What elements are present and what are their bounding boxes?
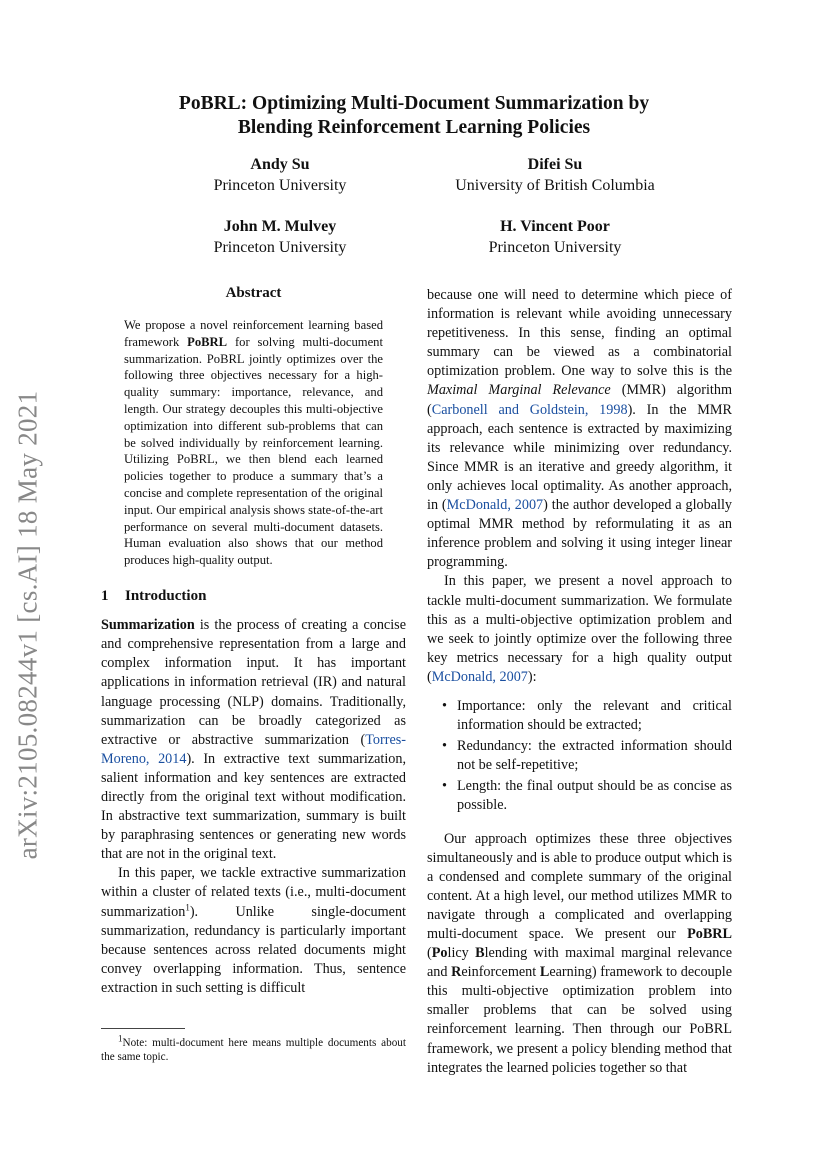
citation-link[interactable]: Torres-Moreno, 2014 <box>101 731 406 767</box>
author-affiliation: Princeton University <box>213 177 347 194</box>
acronym-letter: B <box>475 945 485 962</box>
footnote-mark: 1 <box>118 1033 123 1044</box>
section-number: 1 <box>101 588 109 605</box>
author-block-2 <box>430 154 680 196</box>
footnote-rule <box>101 1028 185 1029</box>
section-heading-introduction <box>101 587 406 606</box>
acronym-letter: Po <box>431 945 448 962</box>
term-mmr: Maximal Marginal Relevance <box>427 382 611 399</box>
paragraph-text: ). In the MMR approach, each sentence is extracted by maximizing its relevance while minimizing over redundancy. Since MMR is an iterative and greedy algorithm, it only achieves local optimality. As another approach, in ( <box>427 401 732 514</box>
acronym-letter: R <box>451 964 462 981</box>
paragraph-text: licy <box>447 945 476 962</box>
author-name: H. Vincent Poor <box>500 218 610 235</box>
right-column <box>427 286 732 1078</box>
arxiv-identifier <box>8 365 48 885</box>
paragraph-text: lending with maximal marginal relevance and <box>427 945 732 981</box>
footnote-text: Note: multi-document here means multiple documents about the same topic. <box>101 1037 406 1064</box>
abstract-text: We propose a novel reinforcement learning based framework <box>124 318 383 349</box>
title-line-1: PoBRL: Optimizing Multi-Document Summarization by <box>178 93 650 114</box>
right-paragraph-2 <box>427 572 732 687</box>
abstract-heading: Abstract <box>225 285 282 301</box>
author-block-3 <box>180 216 380 258</box>
author-affiliation: University of British Columbia <box>455 177 655 194</box>
paragraph-text: In this paper, we tackle extractive summarization within a cluster of related texts (i.e., multi-document summarization <box>101 865 406 920</box>
paragraph-text: In this paper, we present a novel approach to tackle multi-document summarization. We formulate this as a multi-objective optimization problem and we seek to jointly optimize over the following three key metrics necessary for a high quality output ( <box>427 573 732 685</box>
footnote <box>101 1033 406 1064</box>
author-name: Andy Su <box>250 156 310 173</box>
paragraph-text: earning) framework to decouple this multi-objective optimization problem into smaller problems that can be solved using reinforcement learning. Then through our PoBRL framework, we present a policy blending method that integrates the learned policies together so that <box>427 964 732 1076</box>
author-affiliation: Princeton University <box>213 239 347 256</box>
paragraph-text: ) the author developed a globally optimal MMR method by reformulating it as an inference problem and solving it using integer linear programming. <box>427 497 732 571</box>
paragraph-text: einforcement <box>461 964 540 981</box>
abstract-framework-name: PoBRL <box>187 334 228 349</box>
acronym-letter: L <box>539 964 550 981</box>
paragraph-text: Our approach optimizes these three objectives simultaneously and is able to produce output which is a condensed and complete summary of the original content. At a high level, our method utilizes MMR to navigate through a complicated and overlapping multi-document space. We present our <box>427 830 732 942</box>
objectives-list <box>427 697 732 816</box>
list-item: • Redundancy: the extracted information should not be self-repetitive; <box>427 737 732 775</box>
abstract-body <box>124 317 383 569</box>
framework-name: PoBRL <box>687 926 732 942</box>
author-name: John M. Mulvey <box>223 218 337 235</box>
intro-paragraph-2 <box>101 864 406 998</box>
term-summarization: Summarization <box>101 617 195 634</box>
paragraph-text: ): <box>527 668 537 685</box>
author-block-1 <box>180 154 380 196</box>
author-block-4 <box>430 216 680 258</box>
right-paragraph-3 <box>427 830 732 1078</box>
paragraph-text: ). In extractive text summarization, salient information and key sentences are extracted directly from the original text without modification. In abstractive text summarization, summary is built by paraphrasing sentences or generating new words that are not in the original text. <box>101 750 407 863</box>
author-affiliation: Princeton University <box>488 239 622 256</box>
author-name: Difei Su <box>527 156 583 173</box>
title-line-2: Blending Reinforcement Learning Policies <box>237 117 591 138</box>
footnote-marker[interactable]: 1 <box>185 901 190 912</box>
citation-link[interactable]: McDonald, 2007 <box>431 668 528 685</box>
paragraph-text: ( <box>427 945 432 962</box>
paragraph-text: because one will need to determine which piece of information is relevant while avoiding unnecessary repetitiveness. In this sense, finding an optimal summary can be viewed as a combinatorial optimization problem. One way to solve this is the <box>427 287 732 380</box>
intro-paragraph-1 <box>101 616 406 864</box>
paragraph-text: is the process of creating a concise and comprehensive representation from a large and complex information input. It has important applications in information retrieval (IR) and natural language processing (NLP) domains. Traditionally, summarization can be broadly categorized as extractive or abstractive summarization ( <box>101 617 406 748</box>
citation-link[interactable]: McDonald, 2007 <box>446 497 544 514</box>
section-title: Introduction <box>125 588 207 605</box>
left-column <box>101 284 406 998</box>
right-paragraph-1 <box>427 286 732 572</box>
list-item: • Importance: only the relevant and critical information should be extracted; <box>427 697 732 735</box>
paper-title <box>0 92 828 140</box>
citation-link[interactable]: Carbonell and Goldstein, 1998 <box>431 401 628 418</box>
abstract-text: for solving multi-document summarization. PoBRL jointly optimizes over the following three objectives necessary for a high-quality summary: importance, relevance, and length. Our strategy decouples this multi-objective optimization into different sub-problems that can be solved individually by reinforcement learning. Utilizing PoBRL, we then blend each learned policies together to produce a summary that’s a concise and complete representation of the original input. Our empirical analysis shows state-of-the-art performance on several multi-document datasets. Human evaluation also shows that our method produces high-quality output. <box>124 334 383 568</box>
arxiv-id-text: arXiv:2105.08244v1 [cs.AI] 18 May 2021 <box>12 390 43 860</box>
paragraph-text: ). Unlike single-document summarization, redundancy is particularly important because sentences across related documents might convey overlapping information. Thus, sentence extraction in such setting is difficult <box>101 903 406 996</box>
paragraph-text: (MMR) algorithm ( <box>427 382 732 418</box>
list-item: • Length: the final output should be as concise as possible. <box>427 777 732 815</box>
